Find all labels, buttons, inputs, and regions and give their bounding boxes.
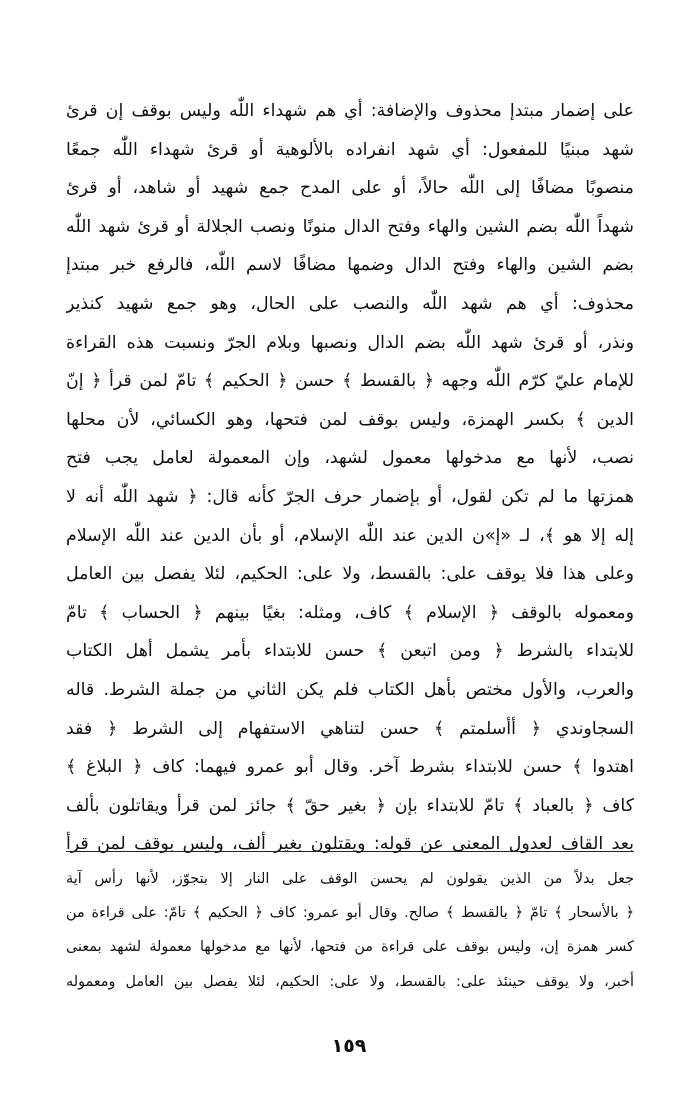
main-text-line: منصوبًا مضافًا إلى اللّٰه حالاً، أو على المدح جمع شهيد أو شاهد، أو قرئ <box>66 178 634 199</box>
main-text-line: وعلى هذا فلا يوقف على: بالقسط، ولا على: الحكيم، لئلا يفصل بين العامل <box>66 564 634 585</box>
main-text-line: همزتها ما لم تكن لقول، أو بإضمار حرف الجرّ كأنه قال: ﴿ شهد اللّٰه أنه لا <box>66 486 634 507</box>
main-text-line: اهتدوا ﴾ حسن للابتداء بشرط آخر. وقال أبو عمرو فيهما: كاف ﴿ البلاغ ﴾ <box>66 757 634 778</box>
main-text-body <box>66 92 634 864</box>
main-text-line: ونذر، أو قرئ شهد اللّٰه بضم الدال ونصبها وبلام الجرّ ونسبت هذه القراءة <box>66 332 634 353</box>
page-number: ١٥٩ <box>331 1035 367 1057</box>
footnote-body <box>66 862 634 999</box>
footnote-divider <box>66 851 634 852</box>
main-text-line: للإمام عليّ كرّم اللّٰه وجهه ﴿ بالقسط ﴾ حسن ﴿ الحكيم ﴾ تامّ لمن قرأ ﴿ إنّ <box>66 371 634 392</box>
footnote-line: ﴿ بالأسحار ﴾ تامّ ﴿ بالقسط ﴾ صالح. وقال أبو عمرو: كاف ﴿ الحكيم ﴾ تامّ: على قراءة من <box>66 905 634 922</box>
main-text-line: إله إلا هو ﴾، لـ «إ»ن الدين عند اللّٰه الإسلام، أو بأن الدين عند اللّٰه الإسلام <box>66 525 634 546</box>
main-text-line: نصب، لأنها مع مدخولها معمول لشهد، وإن المعمولة لعامل يجب فتح <box>66 448 634 469</box>
footnote-line: أخبر، ولا يوقف حينئذ على: بالقسط، ولا على: الحكيم، لئلا يفصل بين العامل ومعموله <box>66 973 634 990</box>
main-text-line: شهداً اللّٰه بضم الشين والهاء وفتح الدال منونًا ونصب الجلالة أو قرئ شهد اللّٰه <box>66 216 634 237</box>
main-text-line: السجاوندي ﴿ أأسلمتم ﴾ حسن لتناهي الاستفهام إلى الشرط ﴿ فقد <box>66 718 634 739</box>
main-text-line: للابتداء بالشرط ﴿ ومن اتبعن ﴾ حسن للابتداء بأمر يشمل أهل الكتاب <box>66 641 634 662</box>
main-text-line: كاف ﴿ بالعباد ﴾ تامّ للابتداء بإن ﴿ بغير حقّ ﴾ جائز لمن قرأ ويقاتلون بألف <box>66 795 634 816</box>
main-text-line: بعد القاف لعدول المعنى عن قوله: ويقتلون بغير ألف، وليس بوقف لمن قرأ <box>66 834 634 855</box>
main-text-line: شهد مبنيًا للمفعول: أي شهد انفراده بالألوهية أو قرئ شهداء اللّٰه جمعًا <box>66 139 634 160</box>
main-text-line: والعرب، والأول مختص بأهل الكتاب فلم يكن الثاني من جملة الشرط. قاله <box>66 679 634 700</box>
main-text-line: محذوف: أي هم شهد اللّٰه والنصب على الحال، وهو جمع شهيد كنذير <box>66 293 634 314</box>
main-text-line: الدين ﴾ بكسر الهمزة، وليس بوقف لمن فتحها، وهو الكسائي، لأن محلها <box>66 409 634 430</box>
main-text-line: على إضمار مبتدإ محذوف والإضافة: أي هم شهداء اللّٰه وليس بوقف إن قرئ <box>66 101 634 121</box>
footnote-line: كسر همزة إن، وليس بوقف على قراءة من فتحها، لأنها مع مدخولها معمولة لشهد بمعنى <box>66 939 634 956</box>
footnote-line: جعل بدلاً من الذين يقولون لم يحسن الوقف على النار إلا بتجوّز، لأنها رأس آية <box>66 871 634 887</box>
main-text-line: بضم الشين والهاء وفتح الدال وضمها مضافًا لاسم اللّٰه، فالرفع خبر مبتدإ <box>66 255 634 276</box>
main-text-line: ومعموله بالوقف ﴿ الإسلام ﴾ كاف، ومثله: بغيًا بينهم ﴿ الحساب ﴾ تامّ <box>66 602 634 623</box>
